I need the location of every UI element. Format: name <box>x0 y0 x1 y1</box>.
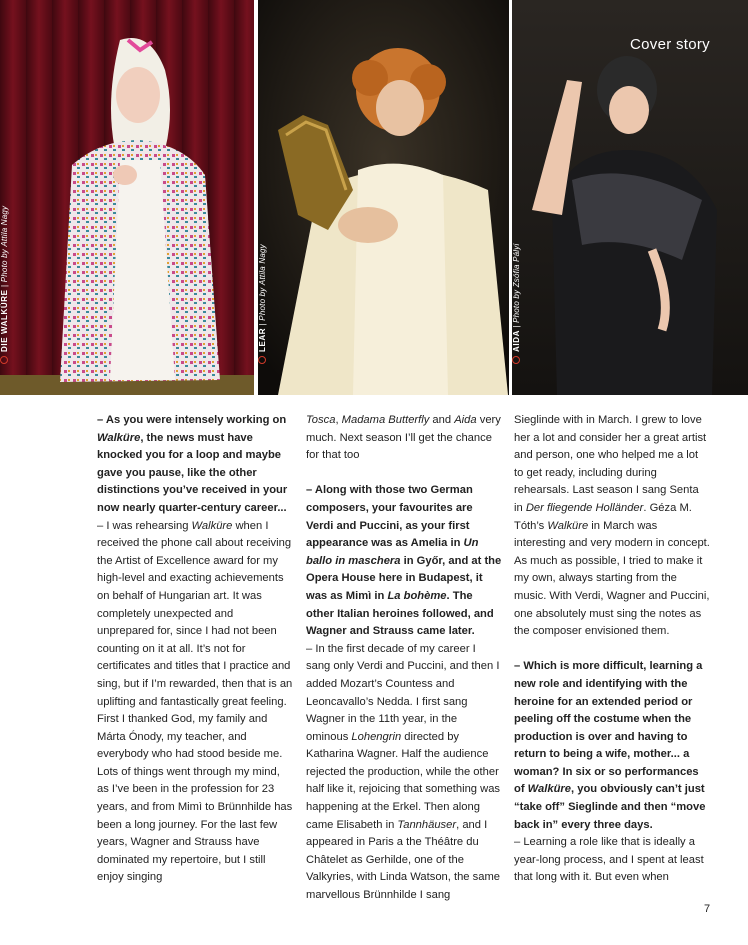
question-text: in Győr, and at the Opera House here in Budapest, it was as Mimì in <box>306 554 502 602</box>
interview-answer <box>306 412 502 465</box>
interview-question <box>514 658 710 834</box>
caption-ring-icon <box>512 356 520 364</box>
caption-ring-icon <box>0 356 8 364</box>
caption-credit-prefix: Photo by <box>512 289 521 323</box>
answer-title-italic: Walküre <box>191 519 233 532</box>
photo-lear <box>258 0 509 395</box>
answer-text: , and I appeared in Paris a the Théâtre du Châtelet as Gerhilde, one of the Valkyries, with Linda Watson, the same marvellous Brünnhilde I sang <box>306 818 500 902</box>
answer-text: when I received the phone call about receiving the Artist of Excellence award for my high-level and exacting achievements on behalf of Hungarian art. It was completely unexpected and unprepared for, since I had not been counting on it at all. It’s not for certificates and titles that I practice and sing, but if I’m rewarded, then that is an uplifting and fantastically great feeling. First I thanked God, my family and Márta Ónody, my teacher, and everybody who had stood beside me. Lots of things went through my mind, as I’ve been in the profession for 23 years, and from Mimì to Brünnhilde has been a long journey. For the last few years, Wagner and Strauss have dominated my repertoire, but I still enjoy singing <box>97 519 293 884</box>
question-title-italic: Walküre <box>527 783 571 796</box>
caption-ring-icon <box>258 356 266 364</box>
interview-answer <box>306 641 502 905</box>
photo-aida <box>512 0 748 395</box>
question-title-italic: Un ballo in maschera <box>306 537 479 567</box>
question-text: . The other Italian heroines followed, and Wagner and Strauss came later. <box>306 589 494 638</box>
answer-text: . Géza M. Tóth’s <box>514 501 692 532</box>
lear-photo-image <box>258 0 509 395</box>
interview-answer: – Learning a role like that is ideally a year-long process, and I spent at least that long with it. But even when <box>514 836 704 884</box>
answer-title-italic: Lohengrin <box>351 730 402 743</box>
answer-title-italic: Aida <box>454 414 477 426</box>
page-number: 7 <box>704 903 711 915</box>
answer-title-italic: Tosca <box>306 414 336 426</box>
interview-answer <box>97 518 293 887</box>
answer-text: Sieglinde with in March. I grew to love her a lot and consider her a great artist and person, one who helped me a lot to get ready, including during rehearsals. Last season I sang Senta in <box>514 414 707 514</box>
answer-text: in March was interesting and very modern in concept. As much as possible, I tried to make it my own, always starting from the music. With Verdi, Wagner and Puccini, one absolutely must sing the notes as the composer envisioned them. <box>514 519 710 638</box>
answer-text: , <box>335 414 342 426</box>
walkure-photo-image <box>0 0 254 395</box>
question-text: – Along with those two German composers, your favourites are Verdi and Puccini, as your first appearance was as Amelia in <box>306 484 473 550</box>
question-text: , the news must have knocked you for a loop and maybe gave you pause, like the other distinctions you’ve received in your now nearly quarter-century career... <box>97 431 288 514</box>
interview-answer <box>514 412 710 641</box>
answer-title-italic: Madama Butterfly <box>341 414 430 426</box>
answer-text: – In the first decade of my career I sang only Verdi and Puccini, and then I added Mozart’s Countess and Leoncavallo’s Nedda. I first sang Wagner in the 11th year, in the ominous <box>306 642 500 743</box>
photo-strip <box>0 0 748 395</box>
aida-photo-image <box>512 0 748 395</box>
answer-text: – I was rehearsing <box>97 519 192 532</box>
photo-caption-lear: LEAR | Photo by Attila Nagy <box>258 244 267 364</box>
answer-text: and <box>429 414 455 426</box>
caption-credit-name: Zsófia Pályi <box>512 243 521 288</box>
caption-production: DIE WALKÜRE <box>0 289 9 352</box>
answer-title-italic: Walküre <box>547 519 589 532</box>
caption-credit-prefix: Photo by <box>258 287 267 321</box>
answer-title-italic: Tannhäuser <box>397 818 457 831</box>
article-column-2 <box>306 412 502 905</box>
question-text: , you obviously can’t just “take off” Sieglinde and then “move back in” every three days. <box>514 783 706 831</box>
caption-production: LEAR <box>258 327 267 352</box>
interview-question <box>306 482 502 640</box>
answer-title-italic: Der fliegende Holländer <box>525 501 644 514</box>
question-text: – As you were intensely working on <box>97 414 287 426</box>
photo-die-walkure <box>0 0 254 395</box>
interview-question <box>97 412 293 518</box>
article-column-1 <box>97 412 293 887</box>
question-title-italic: Walküre <box>97 431 141 444</box>
photo-caption-walkure: DIE WALKÜRE | Photo by Attila Nagy <box>0 206 9 364</box>
section-label: Cover story <box>630 36 710 53</box>
caption-credit-name: Attila Nagy <box>258 244 267 286</box>
caption-credit-name: Attila Nagy <box>0 205 9 247</box>
article-column-3 <box>514 412 710 887</box>
answer-text: directed by Katharina Wagner. Half the audience rejected the production, while the other half like it, rejoicing that something was happening at the Erkel. Then along came Elisabeth in <box>306 730 501 831</box>
answer-text: very much. Next season I’ll get the chance for that too <box>306 414 501 462</box>
caption-credit-prefix: Photo by <box>0 249 9 283</box>
question-text: – Which is more difficult, learning a new role and identifying with the heroine for an extended period or peeling off the costume when the production is over and having to return to being a wife, mother... a woman? In six or so performances of <box>514 660 703 796</box>
caption-production: AIDA <box>512 330 521 352</box>
photo-caption-aida: AIDA | Photo by Zsófia Pályi <box>512 244 521 364</box>
question-title-italic: La bohème <box>387 589 447 602</box>
